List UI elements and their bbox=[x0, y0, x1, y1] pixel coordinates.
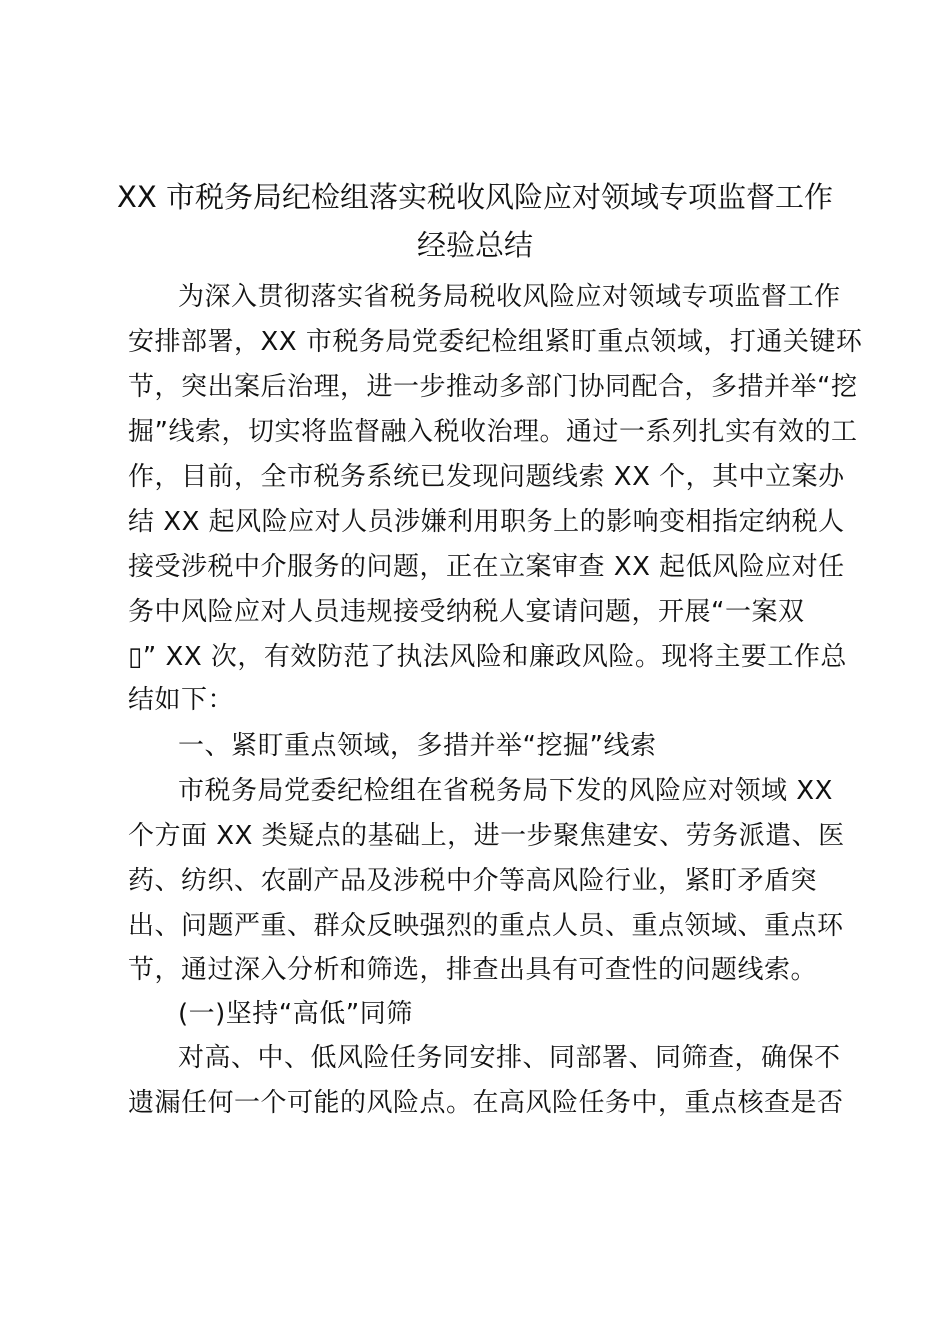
paragraph-line: 作，目前，全市税务系统已发现问题线索 XX 个，其中立案办 bbox=[128, 462, 845, 492]
paragraph-line: 节，通过深入分析和筛选，排查出具有可查性的问题线索。 bbox=[128, 955, 818, 985]
paragraph-line: 务中风险应对人员违规接受纳税人宴请问题，开展“一案双 bbox=[128, 597, 805, 627]
paragraph-line: 安排部署，XX 市税务局党委纪检组紧盯重点领域，打通关键环 bbox=[128, 327, 863, 357]
document-title-line-2: 经验总结 bbox=[416, 228, 533, 262]
paragraph-line: 个方面 XX 类疑点的基础上，进一步聚焦建安、劳务派遣、医 bbox=[128, 821, 845, 851]
paragraph-line: 对高、中、低风险任务同安排、同部署、同筛查，确保不 bbox=[178, 1043, 841, 1073]
paragraph-line: 接受涉税中介服务的问题，正在立案审查 XX 起低风险应对任 bbox=[128, 552, 845, 582]
paragraph-line: ▯” XX 次，有效防范了执法风险和廉政风险。现将主要工作总 bbox=[128, 642, 847, 672]
paragraph-line: 遗漏任何一个可能的风险点。在高风险任务中，重点核查是否 bbox=[128, 1088, 844, 1118]
paragraph-line: 结如下： bbox=[128, 685, 235, 715]
paragraph-line: 为深入贯彻落实省税务局税收风险应对领域专项监督工作 bbox=[178, 282, 841, 312]
paragraph-line: 节，突出案后治理，进一步推动多部门协同配合，多措并举“挖 bbox=[128, 372, 858, 402]
paragraph-line: 结 XX 起风险应对人员涉嫌利用职务上的影响变相指定纳税人 bbox=[128, 507, 845, 537]
document-title-line-1: XX 市税务局纪检组落实税收风险应对领域专项监督工作 bbox=[117, 180, 833, 214]
paragraph-line: 市税务局党委纪检组在省税务局下发的风险应对领域 XX bbox=[178, 776, 833, 806]
paragraph-line: 药、纺织、农副产品及涉税中介等高风险行业，紧盯矛盾突 bbox=[128, 866, 818, 896]
paragraph-line: 掘”线索，切实将监督融入税收治理。通过一系列扎实有效的工 bbox=[128, 417, 858, 447]
section-heading: 一、紧盯重点领域，多措并举“挖掘”线索 bbox=[178, 731, 657, 761]
subsection-heading: (一)坚持“高低”同筛 bbox=[178, 999, 413, 1029]
paragraph-line: 出、问题严重、群众反映强烈的重点人员、重点领域、重点环 bbox=[128, 911, 844, 941]
